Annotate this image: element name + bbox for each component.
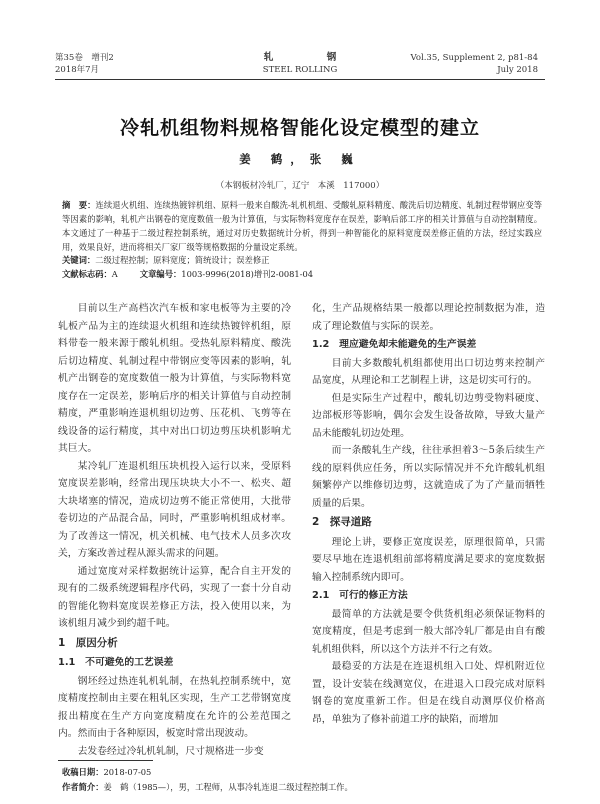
author-bio: [62, 781, 542, 793]
doc-code-label: 文献标志码：: [62, 269, 112, 279]
journal-name-english: STEEL ROLLING: [262, 65, 338, 75]
received-label: 收稿日期：: [62, 767, 104, 777]
subsection-heading: 1.1 不可避免的工艺误差: [58, 657, 174, 668]
abstract-label: 摘 要：: [62, 200, 96, 210]
body-column-right: [312, 300, 545, 728]
volume-pages: Vol.35, Supplement 2, p81-84: [410, 53, 538, 63]
keywords-text: 二级过程控制；原料宽度；简统设计；误差修正: [95, 255, 270, 265]
paragraph: 而一条酸轧生产线，往往承担着3～5条后续生产线的原料供应任务，所以实际情况并不允许酸轧机组频繁停产以维修切边剪，这就造成了为了产量而牺牲质量的后果。: [312, 445, 545, 509]
author-bio-label: 作者简介：: [62, 782, 104, 792]
subsection-heading: 2.1 可行的修正方法: [312, 590, 408, 601]
section-heading: 2 探寻道路: [312, 516, 372, 528]
paragraph: 但是实际生产过程中，酸轧切边剪受物料硬度、边部板形等影响，偶尔会发生设备故障，导致大量产品未能酸轧切边处理。: [312, 392, 545, 439]
abstract-text: 连续退火机组、连续热镀锌机组、原料一般来自酸洗-轧机机组、受酸轧原料精度、酸洗后切边精度、轧制过程带钢应变等等因素的影响，轧机产出钢卷的宽度数值一般为计算值，与实际物料宽度存在误差，影响后部工序的相关计算值与自动控制精度。本文通过了一种基于二级过程控制系统，通过对历史数据统计分析，得到一种智能化的原料宽度误差修正值的方法，经过实践应用，效果良好，进而将相关厂家厂级等规格数据的分量设定系统。: [62, 200, 542, 252]
affiliation: （本钢板材冷轧厂，辽宁 本溪 117000）: [215, 181, 385, 191]
journal-name-chinese: 轧 钢: [263, 52, 359, 63]
paragraph: 最稳妥的方法是在连退机组入口处、焊机附近位置，设计安装在线测宽仪，在进退入口段完成对原料钢卷的宽度重新工作。但是在线自动测厚仪价格高昂，单独为了修补前道工序的缺陷，而增加: [312, 661, 545, 725]
body-column-left: [58, 300, 291, 760]
article-number-label: 文章编号：: [139, 269, 182, 279]
paragraph: 目前以生产高档次汽车板和家电板等为主要的冷轧板产品为主的连续退火机组和连续热镀锌机组，原料带卷一般来源于酸轧机组。受热轧原料精度、酸洗后切边精度、轧制过程中带钢应变等因素的影响，轧机产出钢卷的宽度数值一般为计算值，与实际物料宽度存在一定误差，影响后序的相关计算值与自动控制精度，严重影响连退机组切边剪、压花机、飞剪等在线设备的运行精度，其中对出口切边剪压块机影响尤其巨大。: [58, 303, 291, 454]
publication-date: 2018年7月: [55, 65, 100, 75]
received-date: [62, 766, 542, 778]
paragraph: 理论上讲，要修正宽度误差，原理很简单，只需要尽早地在连退机组前部将精度满足要求的宽度数据输入控制系统内即可。: [312, 536, 545, 583]
paragraph: 通过宽度对采样数据统计运算，配合自主开发的现有的二级系统逻辑程序代码，实现了一套十分自动的智能化物料宽度误差修正方法，投入使用以来，为该机组月减少到约超千吨。: [58, 565, 291, 629]
header-rule: [55, 79, 545, 80]
paragraph: 目前大多数酸轧机组都使用出口切边剪来控制产品宽度，从理论和工艺制程上讲，这是切实可行的。: [312, 357, 545, 386]
received-value: 2018-07-05: [103, 767, 152, 777]
author-bio-text: 姜 鹤（1985—），男，工程师，从事冷轧连退二级过程控制工作。: [103, 782, 353, 792]
paragraph: 钢坯经过热连轧机轧制，在热轧控制系统中，宽度精度控制由主要在粗轧区实现，生产工艺带钢宽度报出精度在生产方向宽度精度在允许的公差范围之内。然而由于各种原因，板宽时常出现波动。: [58, 675, 291, 739]
doc-code-value: A: [111, 269, 118, 279]
paragraph: 化，生产品规格结果一般都以理论控制数据为准，造成了理论数值与实际的误差。: [312, 303, 545, 332]
paragraph: 某冷轧厂连退机组压块机投入运行以来，受原料宽度误差影响，经常出现压块块大小不一、松夹、超大块堵塞的情况，造成切边剪不能正常使用，大批带卷切边的产品混合品，同时，严重影响机组成材率。为了改善这一情况，机关机械、电气技术人员多次攻关，方案改善过程从源头需求的问题。: [58, 460, 291, 559]
paper-title: 冷轧机组物料规格智能化设定模型的建立: [119, 117, 480, 139]
paragraph: 最简单的方法就是要令供货机组必须保证物料的宽度精度，但是考虑到一般大部冷轧厂都是由自有酸轧机组供料，所以这个方法并不行之有效。: [312, 608, 545, 655]
article-number-value: 1003-9996(2018)增刊2-0081-04: [181, 269, 314, 279]
section-heading: 1 原因分析: [58, 636, 118, 649]
paragraph: 去发卷经过冷轧机轧制，尺寸规格进一步变: [77, 745, 264, 757]
keywords: [62, 253, 542, 267]
abstract: [62, 198, 542, 254]
classification-info: [62, 267, 542, 281]
publication-date-english: July 2018: [497, 65, 538, 75]
volume-issue: 第35卷 增刊2: [55, 53, 114, 63]
footnote-rule: [58, 760, 153, 761]
authors: 姜 鹤，张 巍: [239, 152, 361, 166]
keywords-label: 关键词：: [62, 255, 96, 265]
subsection-heading: 1.2 理应避免却未能避免的生产误差: [312, 339, 477, 350]
journal-issue-info-english: [411, 52, 538, 76]
